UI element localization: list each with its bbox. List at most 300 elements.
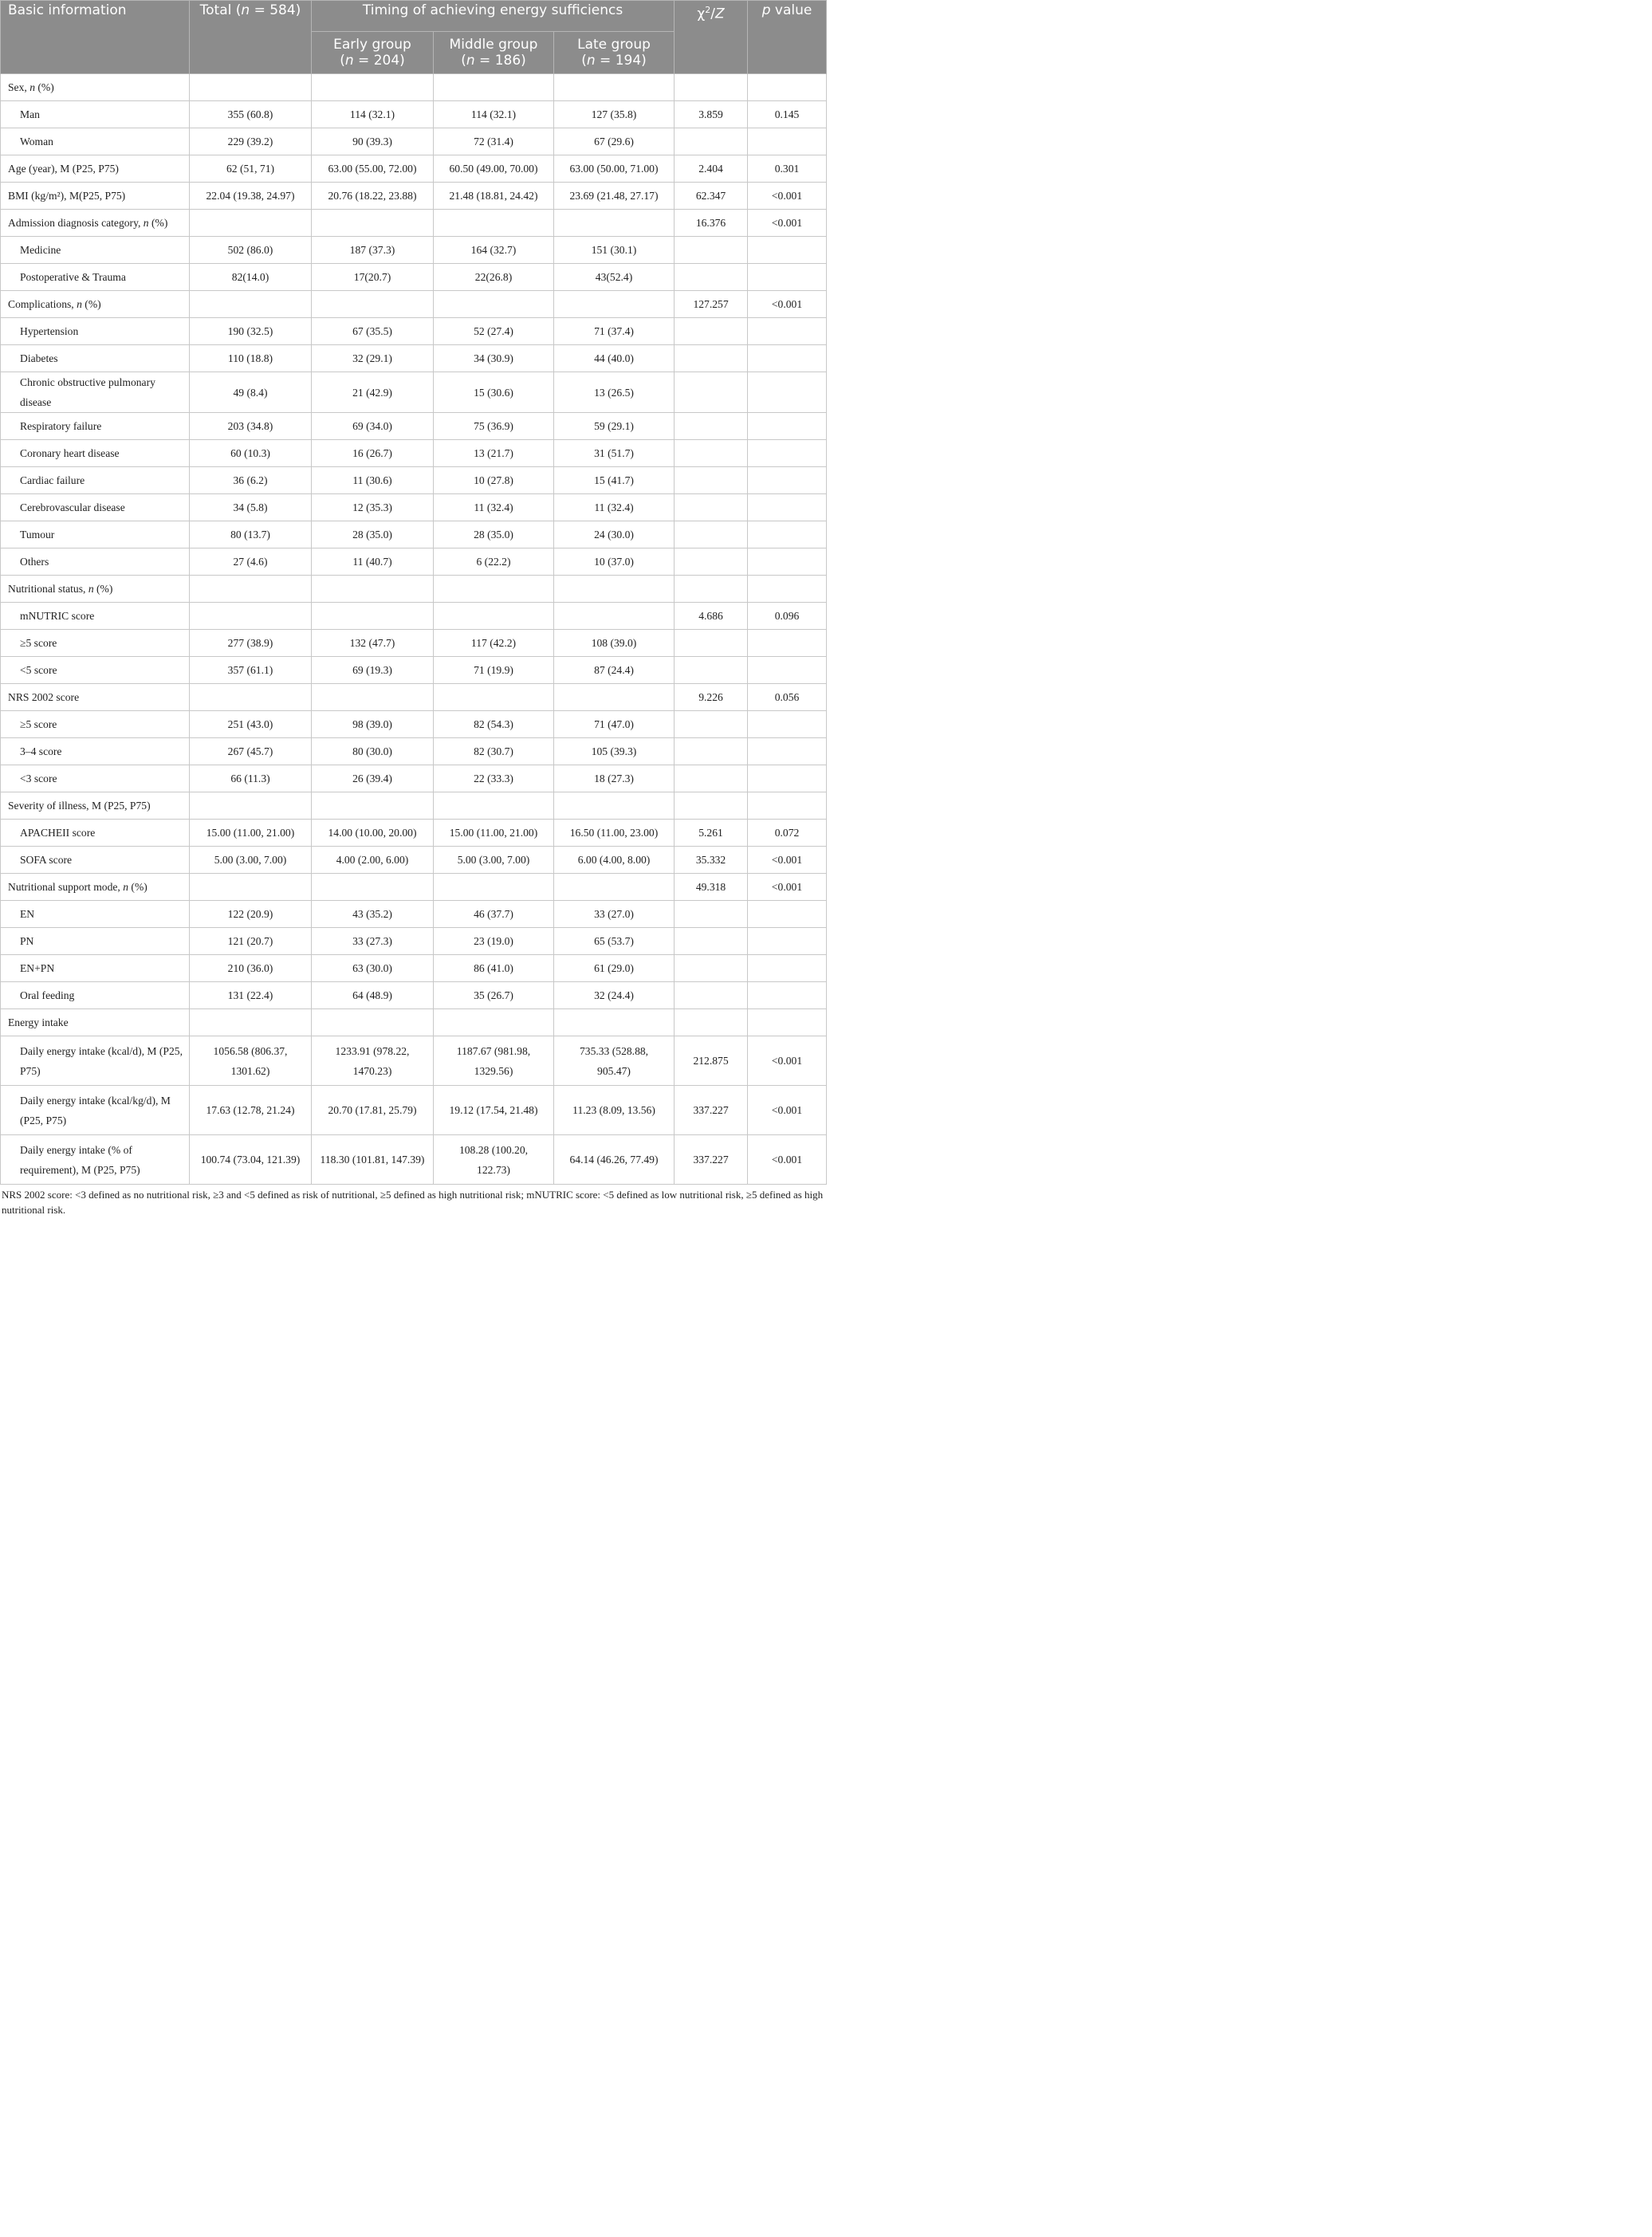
table-cell: 131 (22.4): [190, 982, 312, 1009]
table-cell: [190, 291, 312, 318]
table-cell: 35 (26.7): [434, 982, 554, 1009]
row-label: ≥5 score: [1, 630, 190, 657]
row-label: Hypertension: [1, 318, 190, 345]
table-cell: 60.50 (49.00, 70.00): [434, 155, 554, 183]
table-cell: 49.318: [675, 874, 748, 901]
row-label: SOFA score: [1, 847, 190, 874]
row-label: Energy intake: [1, 1009, 190, 1036]
table-cell: 337.227: [675, 1135, 748, 1185]
table-cell: 212.875: [675, 1036, 748, 1086]
table-row: [1, 874, 827, 901]
table-cell: [748, 711, 827, 738]
table-cell: 502 (86.0): [190, 237, 312, 264]
table-cell: [434, 1009, 554, 1036]
table-cell: 337.227: [675, 1086, 748, 1135]
table-cell: 18 (27.3): [554, 765, 675, 792]
row-label: Coronary heart disease: [1, 440, 190, 467]
table-cell: 32 (24.4): [554, 982, 675, 1009]
table-cell: 71 (47.0): [554, 711, 675, 738]
table-cell: 1056.58 (806.37, 1301.62): [190, 1036, 312, 1086]
header-middle-group: Middle group (n = 186): [434, 32, 554, 74]
table-cell: <0.001: [748, 291, 827, 318]
table-cell: [675, 521, 748, 548]
table-cell: 66 (11.3): [190, 765, 312, 792]
table-row: [1, 318, 827, 345]
table-cell: 127.257: [675, 291, 748, 318]
table-cell: [675, 494, 748, 521]
table-cell: 114 (32.1): [434, 101, 554, 128]
table-cell: [675, 982, 748, 1009]
table-cell: [748, 792, 827, 820]
table-cell: 121 (20.7): [190, 928, 312, 955]
table-cell: 63 (30.0): [312, 955, 434, 982]
table-cell: [748, 738, 827, 765]
table-cell: [434, 874, 554, 901]
table-cell: 61 (29.0): [554, 955, 675, 982]
table-cell: [312, 874, 434, 901]
table-cell: 4.00 (2.00, 6.00): [312, 847, 434, 874]
table-cell: [190, 792, 312, 820]
table-row: [1, 982, 827, 1009]
table-cell: <0.001: [748, 210, 827, 237]
table-cell: 21 (42.9): [312, 372, 434, 413]
row-label: Admission diagnosis category, n (%): [1, 210, 190, 237]
table-cell: 67 (35.5): [312, 318, 434, 345]
table-cell: 22 (33.3): [434, 765, 554, 792]
table-cell: 117 (42.2): [434, 630, 554, 657]
table-cell: 20.70 (17.81, 25.79): [312, 1086, 434, 1135]
table-cell: 11 (40.7): [312, 548, 434, 576]
table-cell: [675, 792, 748, 820]
table-cell: 0.096: [748, 603, 827, 630]
table-cell: 64.14 (46.26, 77.49): [554, 1135, 675, 1185]
table-cell: [748, 494, 827, 521]
header-late-group: Late group (n = 194): [554, 32, 675, 74]
table-cell: [748, 264, 827, 291]
table-cell: 71 (19.9): [434, 657, 554, 684]
row-label: Chronic obstructive pulmonary disease: [1, 372, 190, 413]
table-row: [1, 440, 827, 467]
table-cell: 14.00 (10.00, 20.00): [312, 820, 434, 847]
table-cell: 87 (24.4): [554, 657, 675, 684]
table-cell: [675, 576, 748, 603]
table-cell: 17(20.7): [312, 264, 434, 291]
table-cell: [675, 711, 748, 738]
table-cell: [748, 576, 827, 603]
row-label: BMI (kg/m²), M(P25, P75): [1, 183, 190, 210]
table-row: [1, 467, 827, 494]
table-row: [1, 155, 827, 183]
table-cell: [675, 237, 748, 264]
row-label: mNUTRIC score: [1, 603, 190, 630]
table-cell: [312, 1009, 434, 1036]
table-cell: 229 (39.2): [190, 128, 312, 155]
table-row: [1, 1036, 827, 1086]
table-row: [1, 291, 827, 318]
table-cell: 59 (29.1): [554, 413, 675, 440]
table-cell: 23 (19.0): [434, 928, 554, 955]
table-cell: [748, 413, 827, 440]
table-cell: [312, 684, 434, 711]
table-row: [1, 74, 827, 101]
table-row: [1, 630, 827, 657]
table-row: [1, 955, 827, 982]
table-cell: [675, 413, 748, 440]
table-cell: [748, 901, 827, 928]
table-cell: [554, 874, 675, 901]
table-cell: <0.001: [748, 1135, 827, 1185]
row-label: APACHEII score: [1, 820, 190, 847]
table-cell: 10 (27.8): [434, 467, 554, 494]
table-cell: <0.001: [748, 874, 827, 901]
table-cell: 105 (39.3): [554, 738, 675, 765]
table-cell: 82 (54.3): [434, 711, 554, 738]
table-cell: 24 (30.0): [554, 521, 675, 548]
header-total: Total (n = 584): [190, 1, 312, 74]
table-cell: 267 (45.7): [190, 738, 312, 765]
table-cell: 0.145: [748, 101, 827, 128]
row-label: Nutritional support mode, n (%): [1, 874, 190, 901]
table-row: [1, 847, 827, 874]
table-cell: [434, 74, 554, 101]
table-row: [1, 820, 827, 847]
header-timing: Timing of achieving energy sufficiencs: [312, 1, 675, 32]
table-row: [1, 684, 827, 711]
table-row: [1, 494, 827, 521]
table-row: [1, 521, 827, 548]
table-body: [1, 74, 827, 1185]
table-row: [1, 413, 827, 440]
table-cell: 277 (38.9): [190, 630, 312, 657]
table-row: [1, 101, 827, 128]
table-row: [1, 1086, 827, 1135]
table-row: [1, 792, 827, 820]
table-cell: 22.04 (19.38, 24.97): [190, 183, 312, 210]
table-cell: [190, 874, 312, 901]
table-row: [1, 657, 827, 684]
table-header: [1, 1, 827, 74]
table-cell: 190 (32.5): [190, 318, 312, 345]
table-cell: [554, 291, 675, 318]
table-cell: 6.00 (4.00, 8.00): [554, 847, 675, 874]
table-cell: [675, 630, 748, 657]
table-cell: <0.001: [748, 1086, 827, 1135]
table-cell: 46 (37.7): [434, 901, 554, 928]
table-row: [1, 928, 827, 955]
table-cell: 15 (41.7): [554, 467, 675, 494]
table-cell: 31 (51.7): [554, 440, 675, 467]
table-row: [1, 128, 827, 155]
table-cell: [554, 792, 675, 820]
table-cell: [554, 74, 675, 101]
table-cell: [190, 210, 312, 237]
table-cell: [434, 684, 554, 711]
table-cell: [675, 1009, 748, 1036]
baseline-characteristics-table: [0, 0, 827, 1185]
table-row: [1, 345, 827, 372]
table-row: [1, 183, 827, 210]
table-cell: [675, 738, 748, 765]
table-cell: 13 (26.5): [554, 372, 675, 413]
row-label: Severity of illness, M (P25, P75): [1, 792, 190, 820]
header-p-value: p value: [748, 1, 827, 74]
table-cell: 43 (35.2): [312, 901, 434, 928]
table-cell: [312, 603, 434, 630]
table-cell: 132 (47.7): [312, 630, 434, 657]
table-cell: 4.686: [675, 603, 748, 630]
table-cell: 63.00 (55.00, 72.00): [312, 155, 434, 183]
row-label: Others: [1, 548, 190, 576]
table-cell: 118.30 (101.81, 147.39): [312, 1135, 434, 1185]
table-cell: [675, 345, 748, 372]
table-cell: 0.301: [748, 155, 827, 183]
table-cell: 69 (34.0): [312, 413, 434, 440]
row-label: EN+PN: [1, 955, 190, 982]
table-cell: 62 (51, 71): [190, 155, 312, 183]
table-cell: 16.50 (11.00, 23.00): [554, 820, 675, 847]
table-cell: 1187.67 (981.98, 1329.56): [434, 1036, 554, 1086]
table-row: [1, 765, 827, 792]
table-cell: 210 (36.0): [190, 955, 312, 982]
table-cell: [434, 210, 554, 237]
table-cell: [434, 576, 554, 603]
table-cell: 1233.91 (978.22, 1470.23): [312, 1036, 434, 1086]
table-cell: [748, 128, 827, 155]
table-cell: 34 (5.8): [190, 494, 312, 521]
table-cell: [434, 603, 554, 630]
table-cell: 5.00 (3.00, 7.00): [434, 847, 554, 874]
row-label: EN: [1, 901, 190, 928]
row-label: Cerebrovascular disease: [1, 494, 190, 521]
table-row: [1, 372, 827, 413]
row-label: Oral feeding: [1, 982, 190, 1009]
table-cell: 28 (35.0): [434, 521, 554, 548]
table-cell: 23.69 (21.48, 27.17): [554, 183, 675, 210]
table-cell: 203 (34.8): [190, 413, 312, 440]
row-label: PN: [1, 928, 190, 955]
row-label: Man: [1, 101, 190, 128]
table-cell: [190, 74, 312, 101]
table-cell: [748, 521, 827, 548]
table-cell: 60 (10.3): [190, 440, 312, 467]
table-cell: <0.001: [748, 183, 827, 210]
header-early-group: Early group (n = 204): [312, 32, 434, 74]
table-cell: 17.63 (12.78, 21.24): [190, 1086, 312, 1135]
table-cell: [748, 74, 827, 101]
table-footnote: NRS 2002 score: <3 defined as no nutritional risk, ≥3 and <5 defined as risk of nutritional, ≥5 defined as high nutritional risk; mNUTRIC score: <5 defined as low nutritional risk, ≥5 defined as high nutritional risk.: [2, 1189, 824, 1216]
table-cell: [748, 467, 827, 494]
table-cell: [190, 576, 312, 603]
table-cell: 80 (13.7): [190, 521, 312, 548]
table-cell: 12 (35.3): [312, 494, 434, 521]
table-cell: 80 (30.0): [312, 738, 434, 765]
table-cell: 15 (30.6): [434, 372, 554, 413]
table-cell: 114 (32.1): [312, 101, 434, 128]
table-cell: 63.00 (50.00, 71.00): [554, 155, 675, 183]
table-cell: 127 (35.8): [554, 101, 675, 128]
table-cell: 108.28 (100.20, 122.73): [434, 1135, 554, 1185]
row-label: Cardiac failure: [1, 467, 190, 494]
table-cell: [190, 684, 312, 711]
table-cell: 27 (4.6): [190, 548, 312, 576]
table-row: [1, 548, 827, 576]
table-row: [1, 711, 827, 738]
table-cell: 11.23 (8.09, 13.56): [554, 1086, 675, 1135]
row-label: <3 score: [1, 765, 190, 792]
table-cell: [554, 576, 675, 603]
table-cell: 16.376: [675, 210, 748, 237]
table-cell: 22(26.8): [434, 264, 554, 291]
table-cell: <0.001: [748, 847, 827, 874]
table-cell: 11 (32.4): [554, 494, 675, 521]
table-cell: [675, 467, 748, 494]
table-cell: 357 (61.1): [190, 657, 312, 684]
table-cell: 35.332: [675, 847, 748, 874]
table-cell: [554, 684, 675, 711]
table-cell: [748, 630, 827, 657]
table-cell: 34 (30.9): [434, 345, 554, 372]
table-cell: [748, 657, 827, 684]
table-cell: [675, 128, 748, 155]
table-row: [1, 901, 827, 928]
table-cell: 33 (27.0): [554, 901, 675, 928]
table-row: [1, 576, 827, 603]
row-label: <5 score: [1, 657, 190, 684]
table-cell: 15.00 (11.00, 21.00): [190, 820, 312, 847]
table-cell: [748, 372, 827, 413]
table-row: [1, 1135, 827, 1185]
table-row: [1, 1009, 827, 1036]
table-cell: [554, 603, 675, 630]
table-cell: [748, 548, 827, 576]
table-cell: 355 (60.8): [190, 101, 312, 128]
table-cell: 82 (30.7): [434, 738, 554, 765]
row-label: Nutritional status, n (%): [1, 576, 190, 603]
table-cell: [675, 372, 748, 413]
table-cell: 64 (48.9): [312, 982, 434, 1009]
table-cell: [190, 603, 312, 630]
table-cell: 98 (39.0): [312, 711, 434, 738]
table-cell: 33 (27.3): [312, 928, 434, 955]
table-cell: [675, 657, 748, 684]
table-cell: 75 (36.9): [434, 413, 554, 440]
table-cell: 36 (6.2): [190, 467, 312, 494]
table-cell: 82(14.0): [190, 264, 312, 291]
table-cell: 20.76 (18.22, 23.88): [312, 183, 434, 210]
table-cell: 13 (21.7): [434, 440, 554, 467]
table-cell: [748, 440, 827, 467]
table-cell: [675, 955, 748, 982]
table-cell: 0.056: [748, 684, 827, 711]
table-row: [1, 237, 827, 264]
table-cell: [675, 318, 748, 345]
header-chi-square: $\chi^2/Z$: [675, 1, 748, 74]
table-cell: 164 (32.7): [434, 237, 554, 264]
table-cell: [312, 792, 434, 820]
table-cell: [675, 765, 748, 792]
table-row: [1, 738, 827, 765]
row-label: Postoperative & Trauma: [1, 264, 190, 291]
table-cell: [434, 291, 554, 318]
row-label: Daily energy intake (% of requirement), M (P25, P75): [1, 1135, 190, 1185]
table-cell: 62.347: [675, 183, 748, 210]
table-cell: [748, 237, 827, 264]
table-cell: 0.072: [748, 820, 827, 847]
table-cell: [748, 318, 827, 345]
table-cell: [748, 765, 827, 792]
table-cell: [554, 210, 675, 237]
row-label: ≥5 score: [1, 711, 190, 738]
row-label: Daily energy intake (kcal/kg/d), M (P25, P75): [1, 1086, 190, 1135]
table-cell: [748, 982, 827, 1009]
table-cell: [554, 1009, 675, 1036]
table-cell: [312, 291, 434, 318]
table-cell: 16 (26.7): [312, 440, 434, 467]
table-cell: 122 (20.9): [190, 901, 312, 928]
table-cell: 86 (41.0): [434, 955, 554, 982]
table-row: [1, 264, 827, 291]
table-cell: 71 (37.4): [554, 318, 675, 345]
row-label: NRS 2002 score: [1, 684, 190, 711]
table-cell: 3.859: [675, 101, 748, 128]
table-cell: <0.001: [748, 1036, 827, 1086]
row-label: Diabetes: [1, 345, 190, 372]
table-cell: [190, 1009, 312, 1036]
table-cell: [748, 928, 827, 955]
table-cell: 2.404: [675, 155, 748, 183]
table-cell: [675, 264, 748, 291]
table-cell: 26 (39.4): [312, 765, 434, 792]
header-basic-information: Basic information: [1, 1, 190, 74]
table-cell: [312, 74, 434, 101]
row-label: Respiratory failure: [1, 413, 190, 440]
table-cell: [312, 576, 434, 603]
table-cell: 6 (22.2): [434, 548, 554, 576]
table-cell: [748, 1009, 827, 1036]
table-cell: 10 (37.0): [554, 548, 675, 576]
table-cell: 735.33 (528.88, 905.47): [554, 1036, 675, 1086]
table-cell: 67 (29.6): [554, 128, 675, 155]
table-cell: 11 (30.6): [312, 467, 434, 494]
table-cell: 90 (39.3): [312, 128, 434, 155]
row-label: 3–4 score: [1, 738, 190, 765]
table-cell: [675, 74, 748, 101]
table-cell: [748, 345, 827, 372]
table-cell: 65 (53.7): [554, 928, 675, 955]
table-cell: [675, 440, 748, 467]
table-cell: 49 (8.4): [190, 372, 312, 413]
table-cell: 9.226: [675, 684, 748, 711]
table-cell: 15.00 (11.00, 21.00): [434, 820, 554, 847]
table-cell: 52 (27.4): [434, 318, 554, 345]
row-label: Complications, n (%): [1, 291, 190, 318]
row-label: Medicine: [1, 237, 190, 264]
row-label: Woman: [1, 128, 190, 155]
row-label: Tumour: [1, 521, 190, 548]
table-cell: [675, 901, 748, 928]
table-cell: 43(52.4): [554, 264, 675, 291]
table-cell: 5.00 (3.00, 7.00): [190, 847, 312, 874]
table-cell: 100.74 (73.04, 121.39): [190, 1135, 312, 1185]
table-cell: 187 (37.3): [312, 237, 434, 264]
table-cell: [312, 210, 434, 237]
table-cell: 5.261: [675, 820, 748, 847]
table-row: [1, 603, 827, 630]
table-cell: 11 (32.4): [434, 494, 554, 521]
table-cell: 110 (18.8): [190, 345, 312, 372]
table-cell: 108 (39.0): [554, 630, 675, 657]
row-label: Daily energy intake (kcal/d), M (P25, P75): [1, 1036, 190, 1086]
